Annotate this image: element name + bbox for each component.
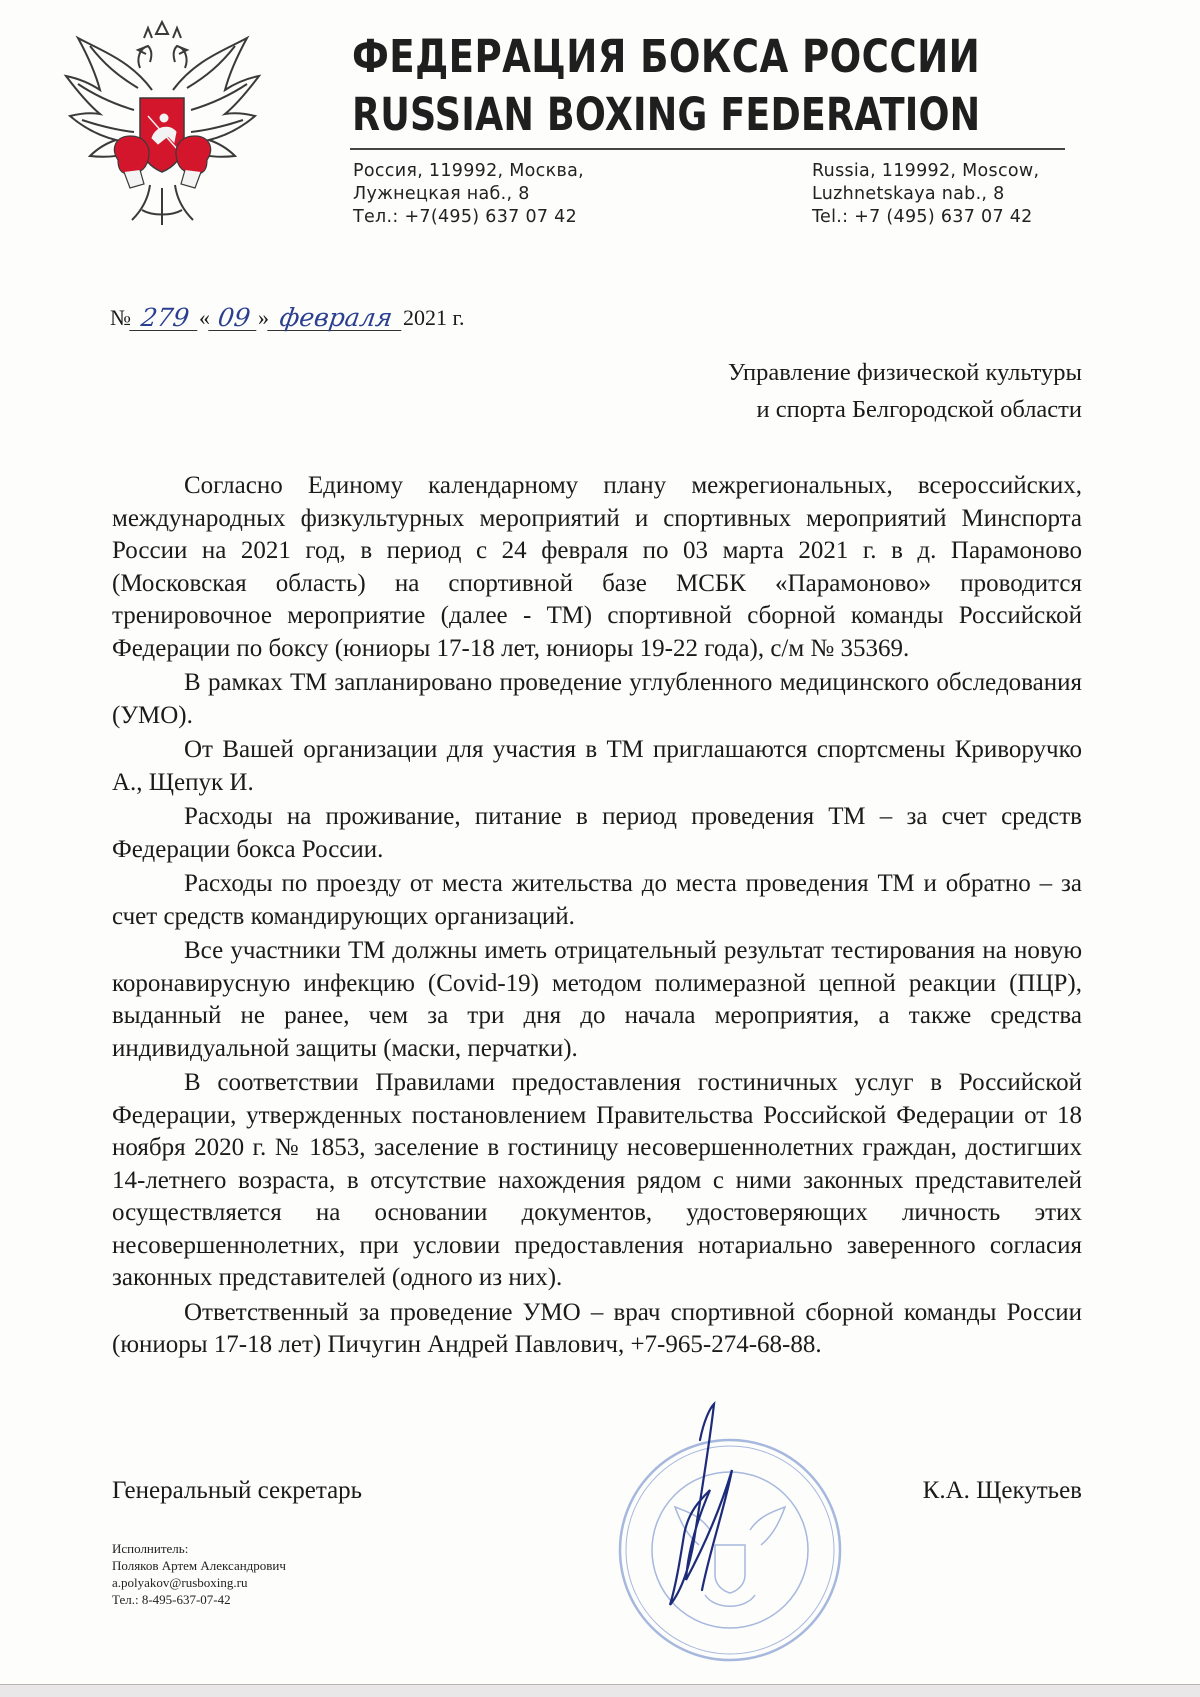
org-name-ru: ФЕДЕРАЦИЯ БОКСА РОССИИ xyxy=(352,30,981,83)
address-ru-phone: Тел.: +7(495) 637 07 42 xyxy=(353,207,578,227)
addressee-line: Управление физической культуры xyxy=(727,359,1082,386)
body-paragraph: Все участники ТМ должны иметь отрицательный результат тестирования на новую коронавирусную инфекцию (Covid-19) методом полимеразной цепной реакции (ПЦР), выданный не ранее, чем за три дня до начала мероприятия, а также средства индивидуальной защиты (маски, перчатки). xyxy=(112,937,1082,1062)
address-ru-line: Лужнецкая наб., 8 xyxy=(353,184,530,204)
executor-name: Поляков Артем Александрович xyxy=(112,1558,286,1573)
addressee-line: и спорта Белгородской области xyxy=(756,396,1082,423)
body-paragraph: Согласно Единому календарному плану межрегиональных, всероссийских, международных физкультурных мероприятий и спортивных мероприятий Минспорта России на 2021 год, в период с 24 февраля по 03 марта 2021 г. в д. Парамоново (Московская область) на спортивной базе МСБК «Парамоново» проводится тренировочное мероприятие (далее - ТМ) спортивной сборной команды Российской Федерации по боксу (юниоры 17-18 лет, юниоры 19-22 года), с/м № 35369. xyxy=(112,472,1082,662)
address-en-line: Luzhnetskaya nab., 8 xyxy=(812,184,1005,204)
body-paragraph: Расходы на проживание, питание в период проведения ТМ – за счет средств Федерации бокса России. xyxy=(112,803,1082,863)
body-paragraph: В соответствии Правилами предоставления гостиничных услуг в Российской Федерации, утвержденных постановлением Правительства Российской Федерации от 18 ноября 2020 г. № 1853, заселение в гостиницу несовершеннолетних граждан, достигших 14-летнего возраста, в отсутствие нахождения рядом с ними законных представителей осуществляется на основании документов, удостоверяющих личность этих несовершеннолетних, при условии предоставления нотариально заверенного согласия законных представителей (одного из них). xyxy=(112,1069,1082,1291)
document-month: февраля xyxy=(267,306,405,331)
document-year: 2021 г. xyxy=(403,305,465,330)
executor-email: a.polyakov@rusboxing.ru xyxy=(112,1575,248,1590)
quote-close: » xyxy=(258,305,269,330)
address-ru-line: Россия, 119992, Москва, xyxy=(353,161,584,181)
body-paragraph: В рамках ТМ запланировано проведение углубленного медицинского обследования (УМО). xyxy=(112,669,1082,729)
signatory-title: Генеральный секретарь xyxy=(112,1477,363,1504)
org-name-en: RUSSIAN BOXING FEDERATION xyxy=(352,88,981,141)
handwritten-signature-icon xyxy=(640,1400,790,1610)
letter-body xyxy=(112,470,1082,1364)
scan-margin xyxy=(0,1685,1200,1697)
document-number: 279 xyxy=(129,306,201,331)
document-reference xyxy=(110,305,465,331)
address-en-line: Russia, 119992, Moscow, xyxy=(812,161,1040,181)
header-divider xyxy=(350,148,1065,150)
signatory-name: К.А. Щекутьев xyxy=(922,1477,1082,1504)
address-en-phone: Tel.: +7 (495) 637 07 42 xyxy=(812,207,1033,227)
body-paragraph: От Вашей организации для участия в ТМ приглашаются спортсмены Криворучко А., Щепук И. xyxy=(112,736,1082,796)
executor-block xyxy=(112,1540,286,1608)
body-paragraph: Расходы по проезду от места жительства до места проведения ТМ и обратно – за счет средств командирующих организаций. xyxy=(112,870,1082,930)
eagle-emblem-icon xyxy=(60,20,265,235)
document-day: 09 xyxy=(208,306,260,331)
body-paragraph: Ответственный за проведение УМО – врач спортивной сборной команды России (юниоры 17-18 лет) Пичугин Андрей Павлович, +7-965-274-68-88. xyxy=(112,1298,1082,1358)
number-sign: № xyxy=(110,305,131,330)
executor-label: Исполнитель: xyxy=(112,1541,189,1556)
address-en xyxy=(812,160,1039,229)
quote-open: « xyxy=(199,305,210,330)
executor-phone: Тел.: 8-495-637-07-42 xyxy=(112,1592,231,1607)
address-ru xyxy=(353,160,584,229)
addressee xyxy=(728,354,1082,428)
